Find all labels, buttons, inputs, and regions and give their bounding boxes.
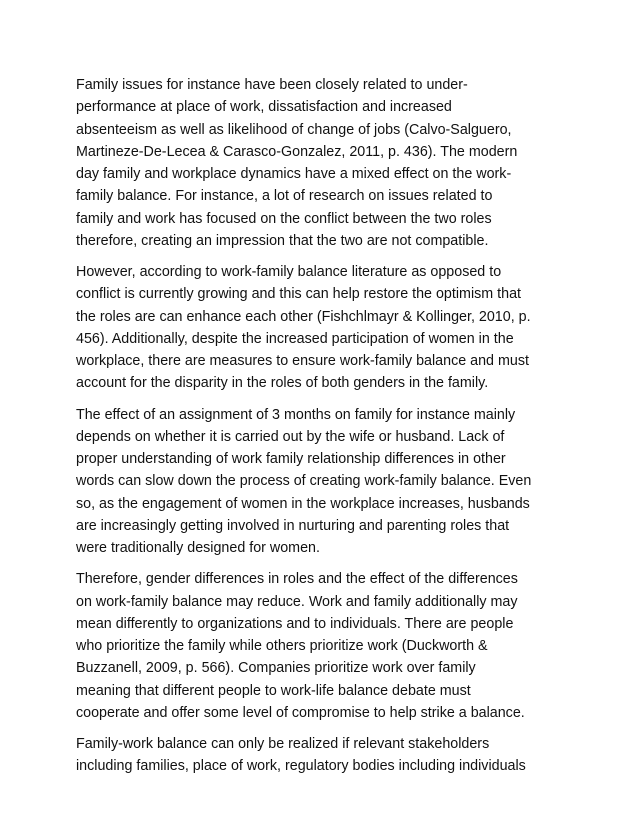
text-line: family balance. For instance, a lot of research on issues related to — [76, 188, 493, 205]
text-line: day family and workplace dynamics have a mixed effect on the work- — [76, 166, 512, 182]
text-line: absenteeism as well as likelihood of change of jobs (Calvo-Salguero, — [76, 121, 512, 138]
text-line: Therefore, gender differences in roles and the effect of the differences — [76, 571, 518, 588]
text-line: workplace, there are measures to ensure work-family balance and must — [76, 353, 529, 369]
text-line: therefore, creating an impression that the two are not compatible. — [76, 232, 489, 249]
text-line: including families, place of work, regulatory bodies including individuals — [76, 758, 526, 775]
text-line: mean differently to organizations and to individuals. There are people — [76, 615, 514, 632]
paragraph-4 — [76, 568, 576, 724]
paragraph-3 — [76, 404, 576, 560]
text-line: are increasingly getting involved in nurturing and parenting roles that — [76, 517, 510, 534]
paragraph-2 — [76, 261, 576, 395]
text-line: the roles are can enhance each other (Fishchlmayr & Kollinger, 2010, p. — [76, 308, 531, 325]
text-line: words can slow down the process of creating work-family balance. Even — [76, 473, 532, 490]
text-line: performance at place of work, dissatisfaction and increased — [76, 99, 452, 116]
paragraph-5 — [76, 733, 576, 778]
text-line: 456). Additionally, despite the increased participation of women in the — [76, 330, 514, 347]
text-line: family and work has focused on the conflict between the two roles — [76, 210, 492, 227]
text-line: proper understanding of work family relationship differences in other — [76, 451, 506, 467]
text-line: account for the disparity in the roles of both genders in the family. — [76, 375, 489, 392]
text-line: Martineze-De-Lecea & Carasco-Gonzalez, 2011, p. 436). The modern — [76, 143, 518, 160]
text-line: meaning that different people to work-life balance debate must — [76, 682, 471, 699]
paragraph-1 — [76, 74, 576, 252]
text-line: who prioritize the family while others prioritize work (Duckworth & — [76, 638, 488, 654]
text-line: on work-family balance may reduce. Work and family additionally may — [76, 593, 518, 610]
text-line: so, as the engagement of women in the workplace increases, husbands — [76, 495, 530, 512]
text-line: cooperate and offer some level of compromise to help strike a balance. — [76, 704, 525, 721]
document-body — [76, 74, 576, 787]
text-line: were traditionally designed for women. — [76, 540, 320, 556]
text-line: However, according to work-family balance literature as opposed to — [76, 264, 502, 280]
text-line: Family-work balance can only be realized if relevant stakeholders — [76, 736, 490, 752]
text-line: conflict is currently growing and this can help restore the optimism that — [76, 286, 521, 303]
text-line: depends on whether it is carried out by the wife or husband. Lack of — [76, 428, 505, 445]
text-line: Buzzanell, 2009, p. 566). Companies prioritize work over family — [76, 660, 476, 677]
text-line: The effect of an assignment of 3 months on family for instance mainly — [76, 406, 516, 423]
text-line: Family issues for instance have been closely related to under- — [76, 77, 468, 93]
